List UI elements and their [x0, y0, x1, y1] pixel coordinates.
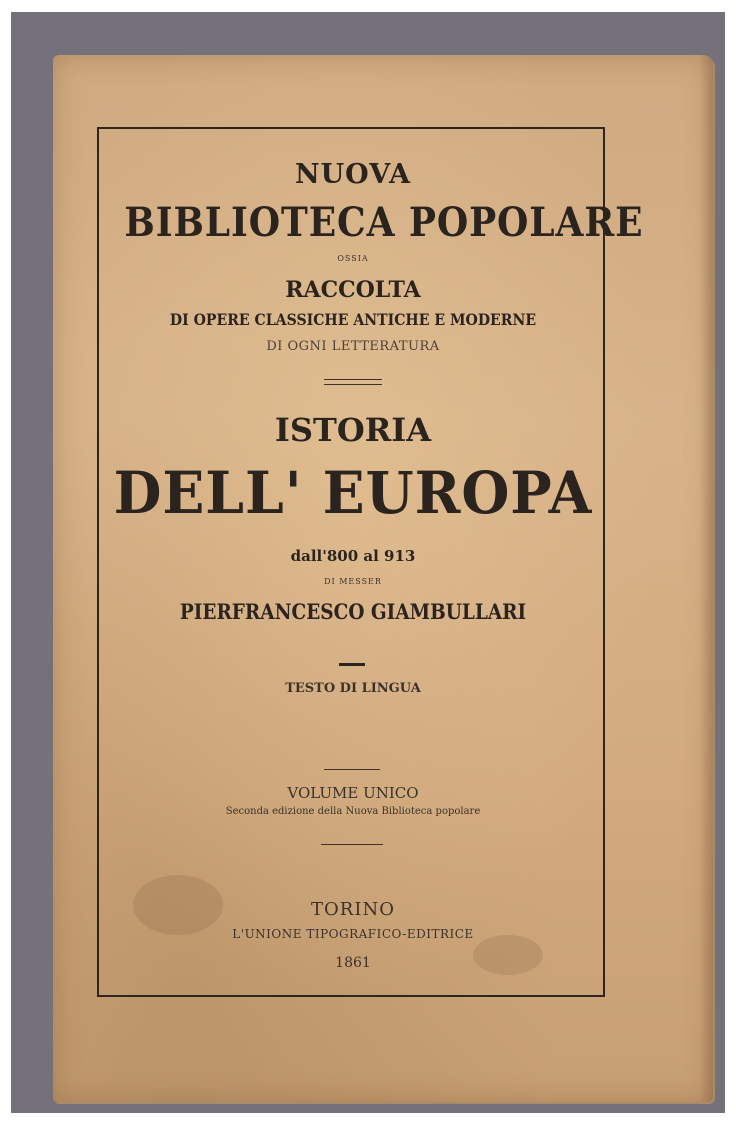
- publisher-label: L'UNIONE TIPOGRAFICO-EDITRICE: [232, 927, 474, 941]
- city-label: TORINO: [311, 899, 395, 920]
- series-title: BIBLIOTECA POPOLARE: [124, 199, 644, 246]
- raccolta-label: RACCOLTA: [285, 277, 421, 303]
- author-name: PIERFRANCESCO GIAMBULLARI: [179, 599, 527, 624]
- book-cover: [53, 55, 713, 1102]
- opere-label: DI OPERE CLASSICHE ANTICHE E MODERNE: [169, 310, 537, 329]
- title-border: [97, 127, 644, 997]
- photo-background: [11, 12, 725, 1113]
- series-label: NUOVA: [294, 159, 412, 190]
- thin-rule: [321, 844, 383, 845]
- volume-label: VOLUME UNICO: [287, 784, 419, 802]
- thin-rule: [324, 769, 380, 770]
- year-label: 1861: [335, 955, 371, 971]
- short-rule: [339, 663, 365, 666]
- page-edge: [699, 55, 713, 1102]
- book-dates: dall'800 al 913: [290, 547, 416, 565]
- testo-label: TESTO DI LINGUA: [285, 681, 421, 696]
- edition-label: Seconda edizione della Nuova Biblioteca popolare: [225, 806, 481, 817]
- decorative-rule: [324, 379, 382, 385]
- author-prefix: DI MESSER: [324, 577, 382, 586]
- book-title-line-1: ISTORIA: [274, 411, 432, 449]
- letteratura-label: DI OGNI LETTERATURA: [266, 339, 440, 354]
- ossia-label: OSSIA: [337, 254, 369, 263]
- book-title-line-2: DELL' EUROPA: [113, 459, 593, 527]
